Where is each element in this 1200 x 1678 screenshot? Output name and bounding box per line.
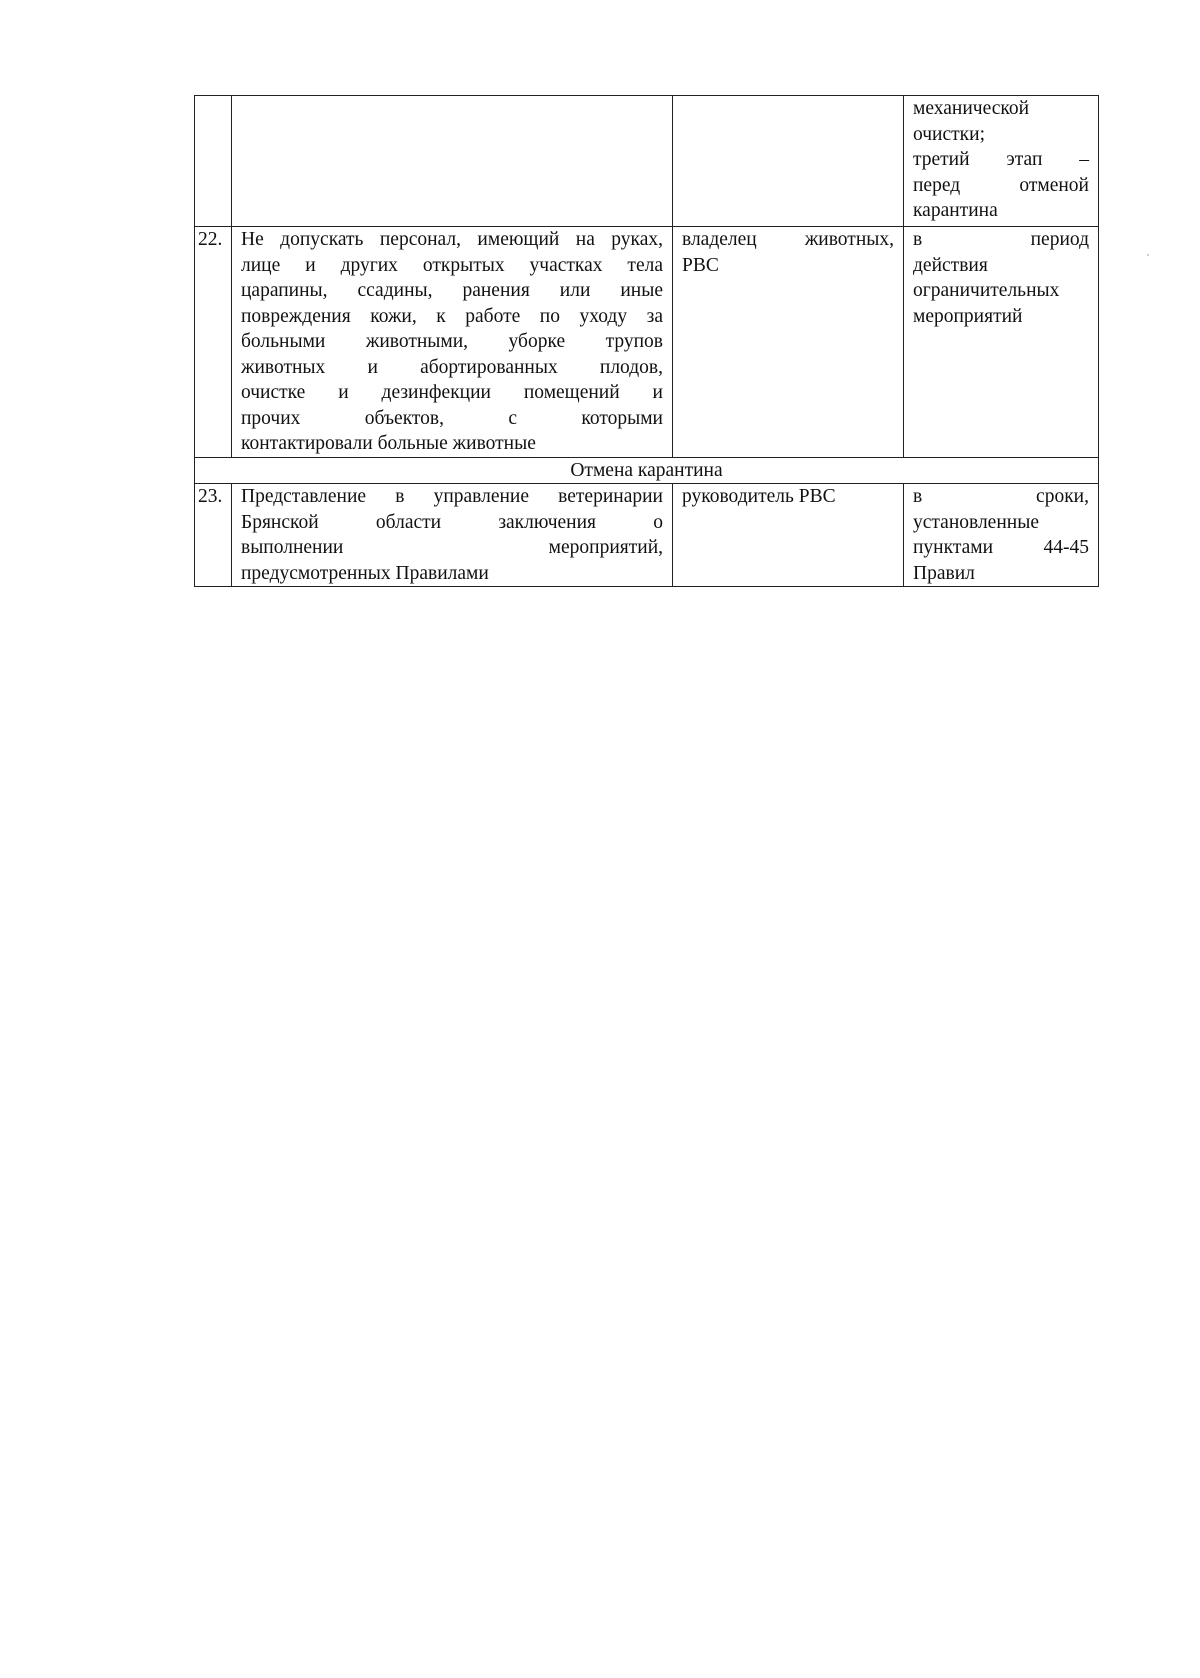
term-line: перед отменой	[913, 174, 1089, 196]
responsible-cell	[673, 227, 904, 458]
scan-speck	[1147, 254, 1149, 256]
term-line: Правил	[913, 562, 975, 584]
quarantine-measures-table	[194, 95, 1099, 587]
action-line: животных и абортированных плодов,	[241, 356, 663, 378]
action-line: прочих объектов, с которыми	[241, 407, 663, 429]
term-cell	[904, 96, 1099, 227]
action-line: больными животными, уборке трупов	[241, 331, 663, 352]
table-section-row	[195, 457, 1099, 484]
table-row-22	[195, 227, 1099, 458]
term-cell	[904, 484, 1099, 587]
term-line: третий этап –	[913, 149, 1089, 170]
action-cell	[232, 96, 673, 227]
action-cell	[232, 227, 673, 458]
action-line: контактировали больные животные	[241, 433, 536, 454]
responsible-cell	[673, 484, 904, 587]
action-line: лице и других открытых участках тела	[241, 254, 663, 276]
term-cell	[904, 227, 1099, 458]
action-cell	[232, 484, 673, 587]
action-line: очистке и дезинфекции помещений и	[241, 382, 663, 403]
term-line: ограничительных	[913, 280, 1060, 301]
responsible-line: РВС	[682, 254, 719, 276]
action-line: Не допускать персонал, имеющий на руках,	[241, 229, 663, 250]
table-row-continuation	[195, 96, 1099, 227]
action-line: выполнении мероприятий,	[241, 537, 663, 558]
term-line: механической	[913, 98, 1030, 119]
term-line: карантина	[913, 200, 998, 221]
action-line: царапины, ссадины, ранения или иные	[241, 280, 663, 301]
action-line: предусмотренных Правилами	[241, 562, 489, 584]
responsible-cell	[673, 96, 904, 227]
row-number: 22.	[195, 227, 232, 458]
action-line: Брянской области заключения о	[241, 511, 663, 533]
responsible-line: владелец животных,	[682, 229, 894, 250]
term-line: в сроки,	[913, 486, 1089, 507]
row-number: 23.	[195, 484, 232, 587]
term-line: установленные	[913, 511, 1039, 533]
responsible-line: руководитель РВС	[682, 486, 836, 507]
term-line: мероприятий	[913, 305, 1023, 327]
table-row-23	[195, 484, 1099, 587]
term-line: пунктами 44-45	[913, 537, 1089, 558]
action-line: Представление в управление ветеринарии	[241, 486, 663, 507]
number-cell	[195, 96, 232, 227]
action-line: повреждения кожи, к работе по уходу за	[241, 305, 663, 327]
term-line: очистки;	[913, 123, 985, 145]
section-heading: Отмена карантина	[195, 457, 1099, 484]
term-line: действия	[913, 254, 988, 276]
term-line: в период	[913, 229, 1089, 250]
